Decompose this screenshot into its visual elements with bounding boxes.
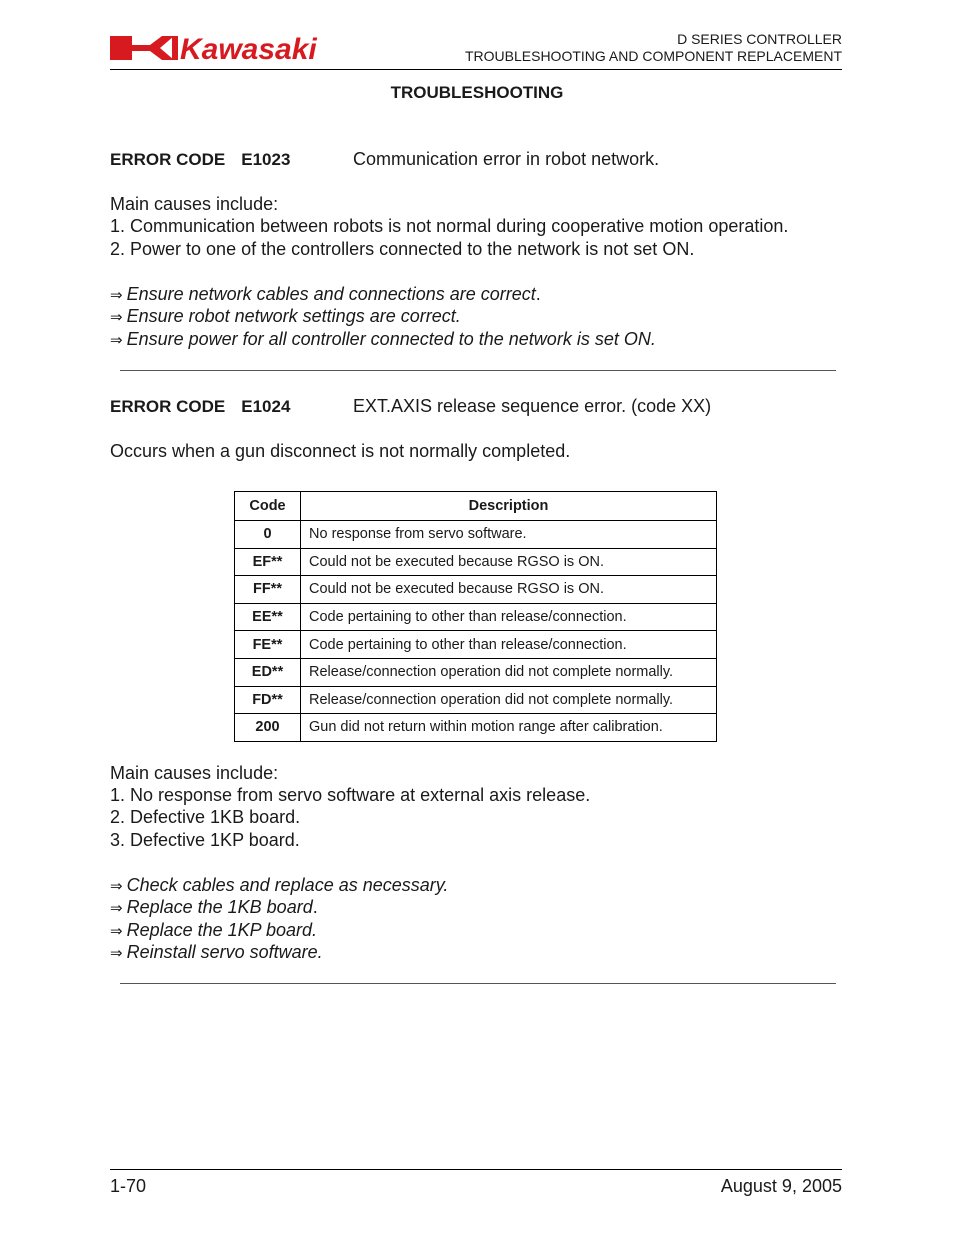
code-cell: ED** (235, 658, 301, 686)
table-row (235, 576, 717, 604)
table-row (235, 658, 717, 686)
action-item (110, 941, 323, 965)
header-subtitle: TROUBLESHOOTING AND COMPONENT REPLACEMENT (464, 48, 842, 64)
action-suffix: . (535, 284, 541, 304)
causes-heading: Main causes include: (110, 194, 279, 214)
arrow-icon: ⇒ (110, 877, 123, 895)
description-cell: Code pertaining to other than release/connection. (301, 631, 717, 659)
description-cell: Code pertaining to other than release/connection. (301, 603, 717, 631)
action-text: Ensure network cables and connections are correct (126, 284, 536, 304)
action-text: Reinstall servo software. (126, 942, 323, 962)
arrow-icon: ⇒ (110, 944, 123, 962)
column-header-description: Description (301, 492, 717, 521)
occurrence-note: Occurs when a gun disconnect is not normally completed. (110, 441, 571, 461)
cause-item: 1. No response from servo software at external axis release. (110, 785, 591, 805)
header-series: D SERIES CONTROLLER (677, 31, 842, 47)
cause-item: 1. Communication between robots is not normal during cooperative motion operation. (110, 216, 789, 236)
arrow-icon: ⇒ (110, 331, 123, 349)
section-divider (120, 370, 836, 371)
code-cell: 200 (235, 714, 301, 742)
error-label: ERROR CODE (110, 397, 226, 416)
column-header-code: Code (235, 492, 301, 521)
table-row (235, 521, 717, 549)
action-text: Ensure power for all controller connected to the network is set ON. (126, 329, 656, 349)
code-cell: EF** (235, 548, 301, 576)
cause-item: 2. Power to one of the controllers connected to the network is not set ON. (110, 239, 695, 259)
error-description: Communication error in robot network. (353, 149, 660, 169)
code-cell: 0 (235, 521, 301, 549)
table-row (235, 603, 717, 631)
arrow-icon: ⇒ (110, 308, 123, 326)
description-cell: Could not be executed because RGSO is ON. (301, 576, 717, 604)
action-item (110, 919, 317, 943)
causes-heading: Main causes include: (110, 763, 279, 783)
arrow-icon: ⇒ (110, 899, 123, 917)
action-text: Replace the 1KB board (126, 897, 313, 917)
table-row (235, 686, 717, 714)
section-divider (120, 983, 836, 984)
action-item (110, 305, 461, 329)
action-item (110, 283, 541, 307)
code-cell: EE** (235, 603, 301, 631)
description-cell: Release/connection operation did not complete normally. (301, 658, 717, 686)
error-label: ERROR CODE (110, 150, 226, 169)
page-number: 1-70 (110, 1176, 147, 1196)
table-row (235, 714, 717, 742)
code-cell: FD** (235, 686, 301, 714)
arrow-icon: ⇒ (110, 286, 123, 304)
header-divider (110, 69, 842, 70)
code-table (234, 491, 717, 742)
cause-item: 3. Defective 1KP board. (110, 830, 300, 850)
table-row (235, 548, 717, 576)
error-description: EXT.AXIS release sequence error. (code XX) (353, 396, 712, 416)
action-text: Ensure robot network settings are correct. (126, 306, 461, 326)
error-code: E1023 (241, 150, 291, 169)
arrow-icon: ⇒ (110, 922, 123, 940)
section-title: TROUBLESHOOTING (390, 83, 564, 102)
error-code: E1024 (241, 397, 291, 416)
kawasaki-logo (110, 33, 388, 63)
code-cell: FF** (235, 576, 301, 604)
table-header-row (235, 492, 717, 521)
action-item (110, 328, 656, 352)
footer-date: August 9, 2005 (720, 1176, 842, 1196)
footer-divider (110, 1169, 842, 1170)
action-item (110, 896, 318, 920)
document-header (465, 31, 842, 65)
action-text: Check cables and replace as necessary. (126, 875, 449, 895)
description-cell: No response from servo software. (301, 521, 717, 549)
action-suffix: . (312, 897, 318, 917)
cause-item: 2. Defective 1KB board. (110, 807, 301, 827)
description-cell: Gun did not return within motion range after calibration. (301, 714, 717, 742)
description-cell: Could not be executed because RGSO is ON. (301, 548, 717, 576)
description-cell: Release/connection operation did not complete normally. (301, 686, 717, 714)
error-heading-e1023 (110, 148, 290, 172)
action-item (110, 874, 448, 898)
code-cell: FE** (235, 631, 301, 659)
table-row (235, 631, 717, 659)
action-text: Replace the 1KP board. (126, 920, 318, 940)
logo-text: Kawasaki (180, 33, 317, 63)
error-heading-e1024 (110, 395, 290, 419)
